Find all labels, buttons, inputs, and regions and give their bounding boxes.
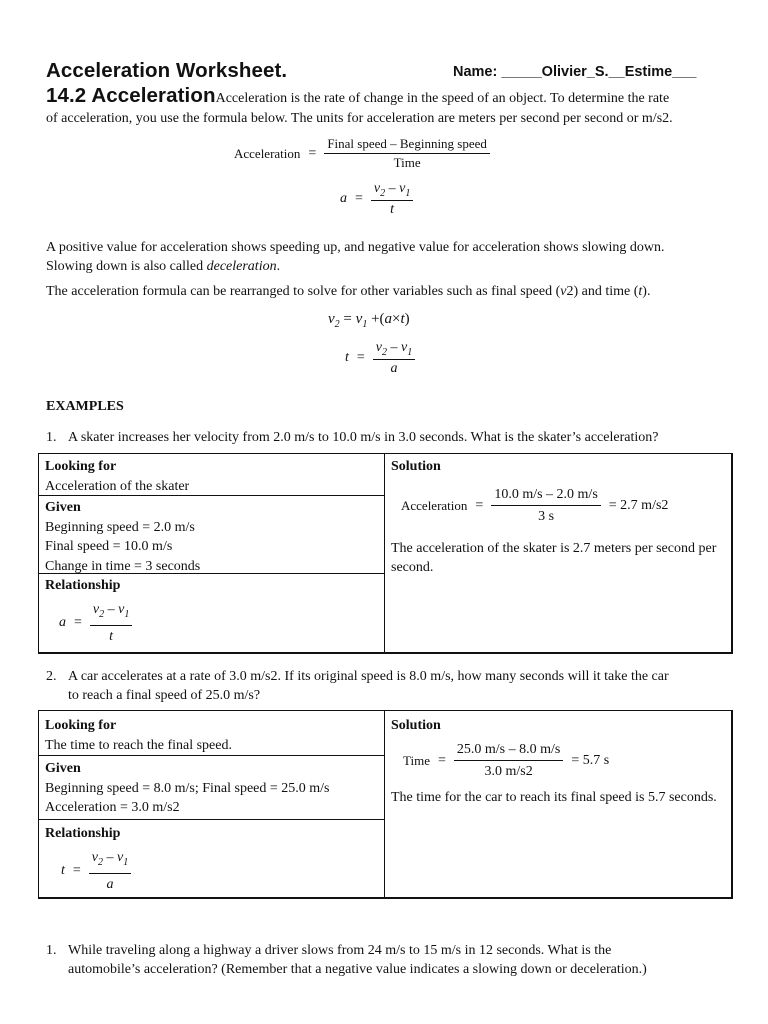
- time-formula: t = $\frac{v_2 - v_1}{a}$: [345, 340, 415, 377]
- worksheet-title: Acceleration Worksheet.: [46, 59, 288, 82]
- relationship-cell: [39, 574, 384, 648]
- example-2-question: A car accelerates at a rate of 3.0 m/s2. If its original speed is 8.0 m/s, how many seconds will it take the car to reach a final speed of 25.0 m/s?: [68, 669, 669, 703]
- student-name: Name: _____Olivier_S.__Estime___: [453, 64, 697, 80]
- solution-label: Solution: [391, 459, 441, 474]
- example-1-number: 1.: [46, 430, 57, 445]
- example-1-question: A skater increases her velocity from 2.0 m/s to 10.0 m/s in 3.0 seconds. What is the skater’s acceleration?: [68, 430, 659, 445]
- looking-for-cell: [39, 714, 384, 757]
- given-line: Acceleration = 3.0 m/s2: [45, 800, 180, 815]
- paragraph-line: Slowing down is also called deceleration.: [46, 258, 281, 274]
- final-speed-formula: $v_2 = v_1 +(a\times t)$: [328, 311, 410, 330]
- looking-for-label: Looking for: [45, 459, 117, 474]
- relationship-label: Relationship: [45, 578, 121, 593]
- formula-denominator: Time: [393, 155, 421, 170]
- formula-numerator: Final speed – Beginning speed: [324, 136, 490, 154]
- section-heading: 14.2 Acceleration: [46, 84, 216, 107]
- solution-formula: Acceleration = $\frac{10.0 m/s - 2.0 m/s}{3 s}$ = 2.7 m/s2: [401, 486, 669, 524]
- solution-label: Solution: [391, 718, 441, 733]
- practice-1-number: 1.: [46, 943, 57, 958]
- formula-fraction: [324, 136, 490, 171]
- paragraph-positive-negative: [46, 239, 746, 276]
- solution-cell: [385, 455, 729, 580]
- formula-lhs: Acceleration: [234, 145, 301, 161]
- solution-cell: [385, 714, 729, 809]
- practice-1-question: While traveling along a highway a driver slows from 24 m/s to 15 m/s in 12 seconds. What is the automobile’s acceleration? (Remember that a negative value indicates a slowing down or deceleration.): [68, 943, 647, 977]
- relationship-formula: a = $\frac{v_2 - v_1}{t}$: [59, 600, 378, 647]
- solution-text: The acceleration of the skater is 2.7 meters per second per second.: [391, 540, 717, 575]
- looking-for-cell: [39, 455, 384, 498]
- looking-for-label: Looking for: [45, 718, 117, 733]
- acceleration-symbolic-formula: a = $\frac{v_2 - v_1}{t}$: [340, 181, 413, 218]
- relationship-cell: [39, 822, 384, 896]
- formula-fraction: $\frac{v_2 - v_1}{a}$: [373, 340, 415, 377]
- given-line: Beginning speed = 8.0 m/s; Final speed = 25.0 m/s: [45, 780, 330, 796]
- formula-fraction: $\frac{v_2 - v_1}{t}$: [371, 181, 413, 218]
- relationship-label: Relationship: [45, 826, 121, 841]
- example-1-table: [38, 453, 733, 654]
- given-line: Change in time = 3 seconds: [45, 558, 201, 574]
- intro-text-cont: of acceleration, you use the formula below. The units for acceleration are meters per second per second or m/s2.: [46, 111, 673, 126]
- solution-text: The time for the car to reach its final speed is 5.7 seconds.: [391, 789, 717, 805]
- intro-block: [46, 84, 736, 108]
- paragraph-line: A positive value for acceleration shows speeding up, and negative value for acceleration shows slowing down.: [46, 240, 665, 255]
- relationship-formula: t = $\frac{v_2 - v_1}{a}$: [61, 848, 378, 895]
- paragraph-rearrange: The acceleration formula can be rearranged to solve for other variables such as final speed (v2) and time (t).: [46, 284, 651, 299]
- given-label: Given: [45, 500, 81, 515]
- given-label: Given: [45, 761, 81, 776]
- example-2-number: 2.: [46, 669, 57, 684]
- example-2-table: [38, 710, 733, 899]
- solution-formula: Time = $\frac{25.0 m/s - 8.0 m/s}{3.0 m/s2}$ = 5.7 s: [403, 741, 610, 779]
- intro-text: Acceleration is the rate of change in the speed of an object. To determine the rate: [215, 91, 670, 106]
- given-cell: [39, 496, 384, 578]
- given-line: Beginning speed = 2.0 m/s: [45, 519, 195, 535]
- acceleration-word-formula: Acceleration = $\frac{\text{Final speed – Beginning speed}}{\text{Time}}$: [234, 136, 490, 171]
- given-cell: [39, 757, 384, 820]
- looking-for-value: Acceleration of the skater: [45, 478, 190, 494]
- looking-for-value: The time to reach the final speed.: [45, 737, 232, 753]
- given-line: Final speed = 10.0 m/s: [45, 539, 173, 554]
- examples-heading: EXAMPLES: [46, 399, 124, 414]
